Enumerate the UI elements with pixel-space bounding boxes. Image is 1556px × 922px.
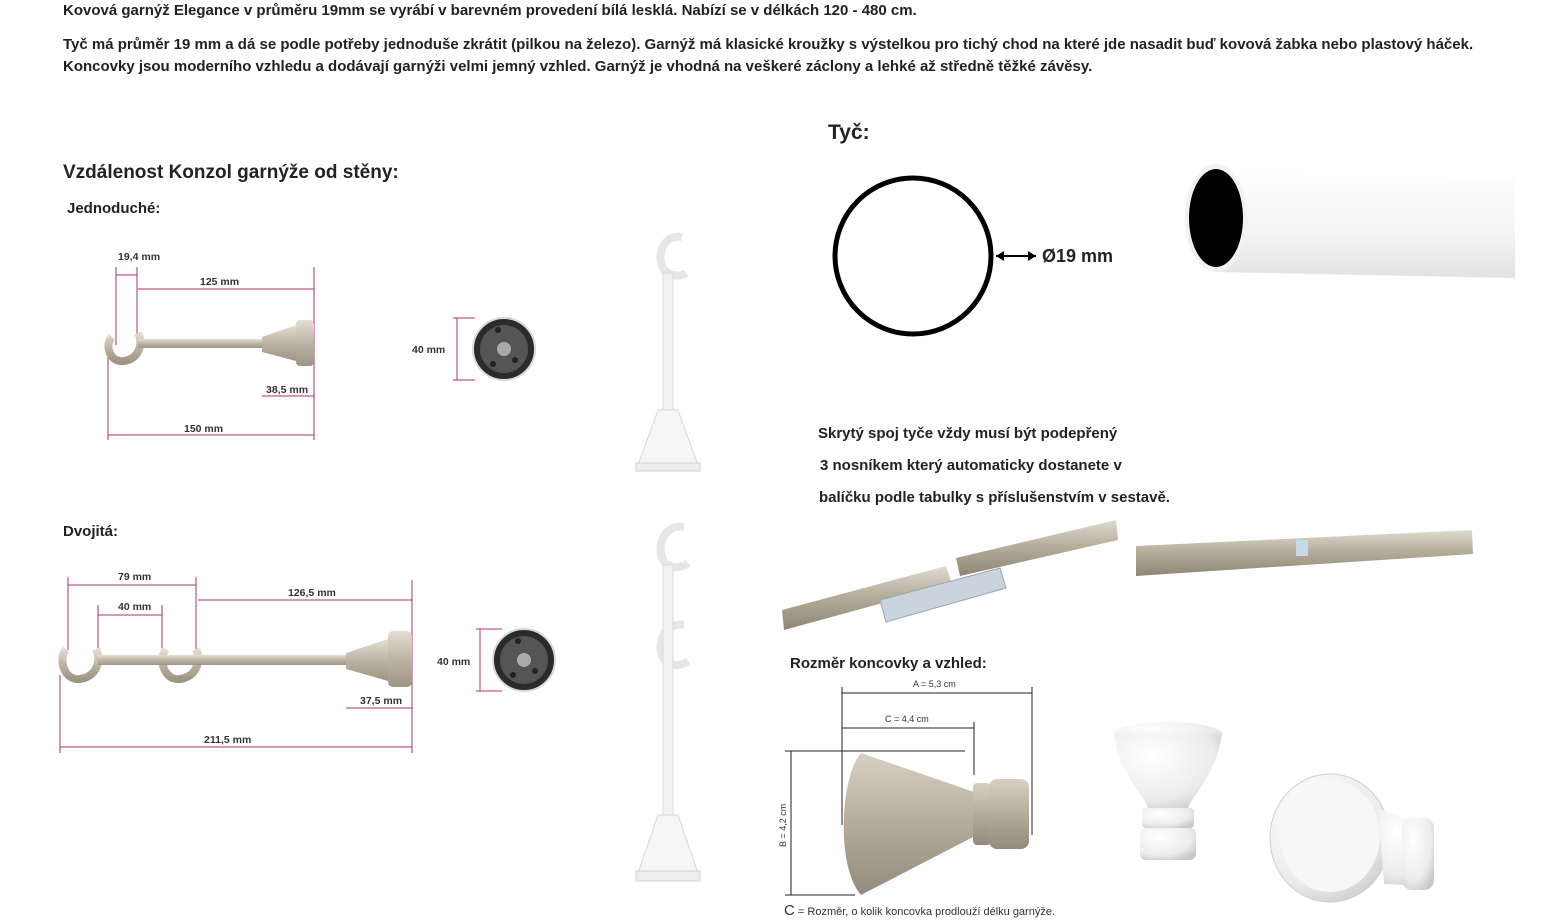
- double-dim-plate: 40 mm: [437, 656, 471, 668]
- description-line-1: Kovová garnýž Elegance v průměru 19mm se vyrábí v barevném provedení bílá lesklá. Nabízí se v délkách 120 - 480 cm.: [63, 2, 917, 19]
- double-dim-total: 211,5 mm: [204, 734, 252, 746]
- joint-note-line-1: Skrytý spoj tyče vždy musí být podepřený: [818, 425, 1118, 442]
- joint-note-line-3: balíčku podle tabulky s příslušenstvím v sestavě.: [819, 489, 1170, 506]
- double-dim-base: 37,5 mm: [360, 695, 403, 707]
- finial-caption-letter: C: [784, 902, 795, 919]
- single-dim-total: 150 mm: [184, 423, 224, 435]
- rod-heading: Tyč:: [828, 121, 870, 144]
- single-bracket-label: Jednoduché:: [67, 200, 161, 217]
- description-line-3: Koncovky jsou moderního vzhledu a dodávají garnýži velmi jemný vzhled. Garnýž je vhodná na veškeré záclony a lehké až středně těžké závěsy.: [63, 58, 1093, 75]
- hook-shape: [108, 333, 140, 361]
- single-dim-plate: 40 mm: [412, 344, 446, 356]
- description-line-2: Tyč má průměr 19 mm a dá se podle potřeby jednoduše zkrátit (pilkou na železo). Garnýž má klasické kroužky s výstelkou pro tichý chod na které jde nasadit buď kovová žabka nebo plastový háček.: [63, 36, 1474, 53]
- rod-photo: [1180, 158, 1520, 283]
- white-finials-photo: [1108, 718, 1453, 918]
- finial-caption: [784, 902, 1055, 919]
- rod-joint-closed-photo: [1136, 528, 1476, 580]
- joint-note: [818, 418, 1170, 514]
- description-paragraph: [63, 34, 1473, 78]
- finial-heading: Rozměr koncovky a vzhled:: [790, 655, 987, 672]
- finial-caption-text: = Rozměr, o kolik koncovka prodlouží délku garnýže.: [794, 906, 1056, 918]
- white-double-bracket: [620, 515, 730, 890]
- single-plate-diagram: [405, 312, 545, 387]
- single-dim-hook: 19,4 mm: [118, 251, 161, 263]
- finial-dim-c: C = 4,4 cm: [885, 714, 929, 724]
- single-bracket-diagram: [100, 245, 360, 445]
- brackets-heading: Vzdálenost Konzol garnýže od stěny:: [63, 162, 399, 183]
- rod-diameter-label: Ø19 mm: [1042, 246, 1114, 266]
- finial-diagram: [775, 675, 1065, 905]
- double-dim-arm: 126,5 mm: [288, 587, 336, 599]
- white-single-bracket: [620, 225, 730, 475]
- rod-diameter-diagram: [830, 175, 1150, 340]
- double-dim-inner: 40 mm: [118, 601, 152, 613]
- bracket-base-cone: [262, 325, 296, 361]
- finial-dim-a: A = 5,3 cm: [913, 679, 956, 689]
- double-dim-outer: 79 mm: [118, 571, 152, 583]
- double-plate-diagram: [430, 624, 570, 699]
- rod-joint-open-photo: [780, 518, 1120, 628]
- single-dim-arm: 125 mm: [200, 276, 240, 288]
- single-dim-base: 38,5 mm: [266, 384, 309, 396]
- double-bracket-diagram: [58, 565, 438, 765]
- bracket-arm: [138, 339, 264, 348]
- joint-note-line-2: 3 nosníkem který automaticky dostanete v: [820, 457, 1122, 474]
- finial-dim-b: B = 4,2 cm: [778, 803, 788, 847]
- double-bracket-label: Dvojitá:: [63, 523, 119, 540]
- bracket-base: [296, 320, 314, 366]
